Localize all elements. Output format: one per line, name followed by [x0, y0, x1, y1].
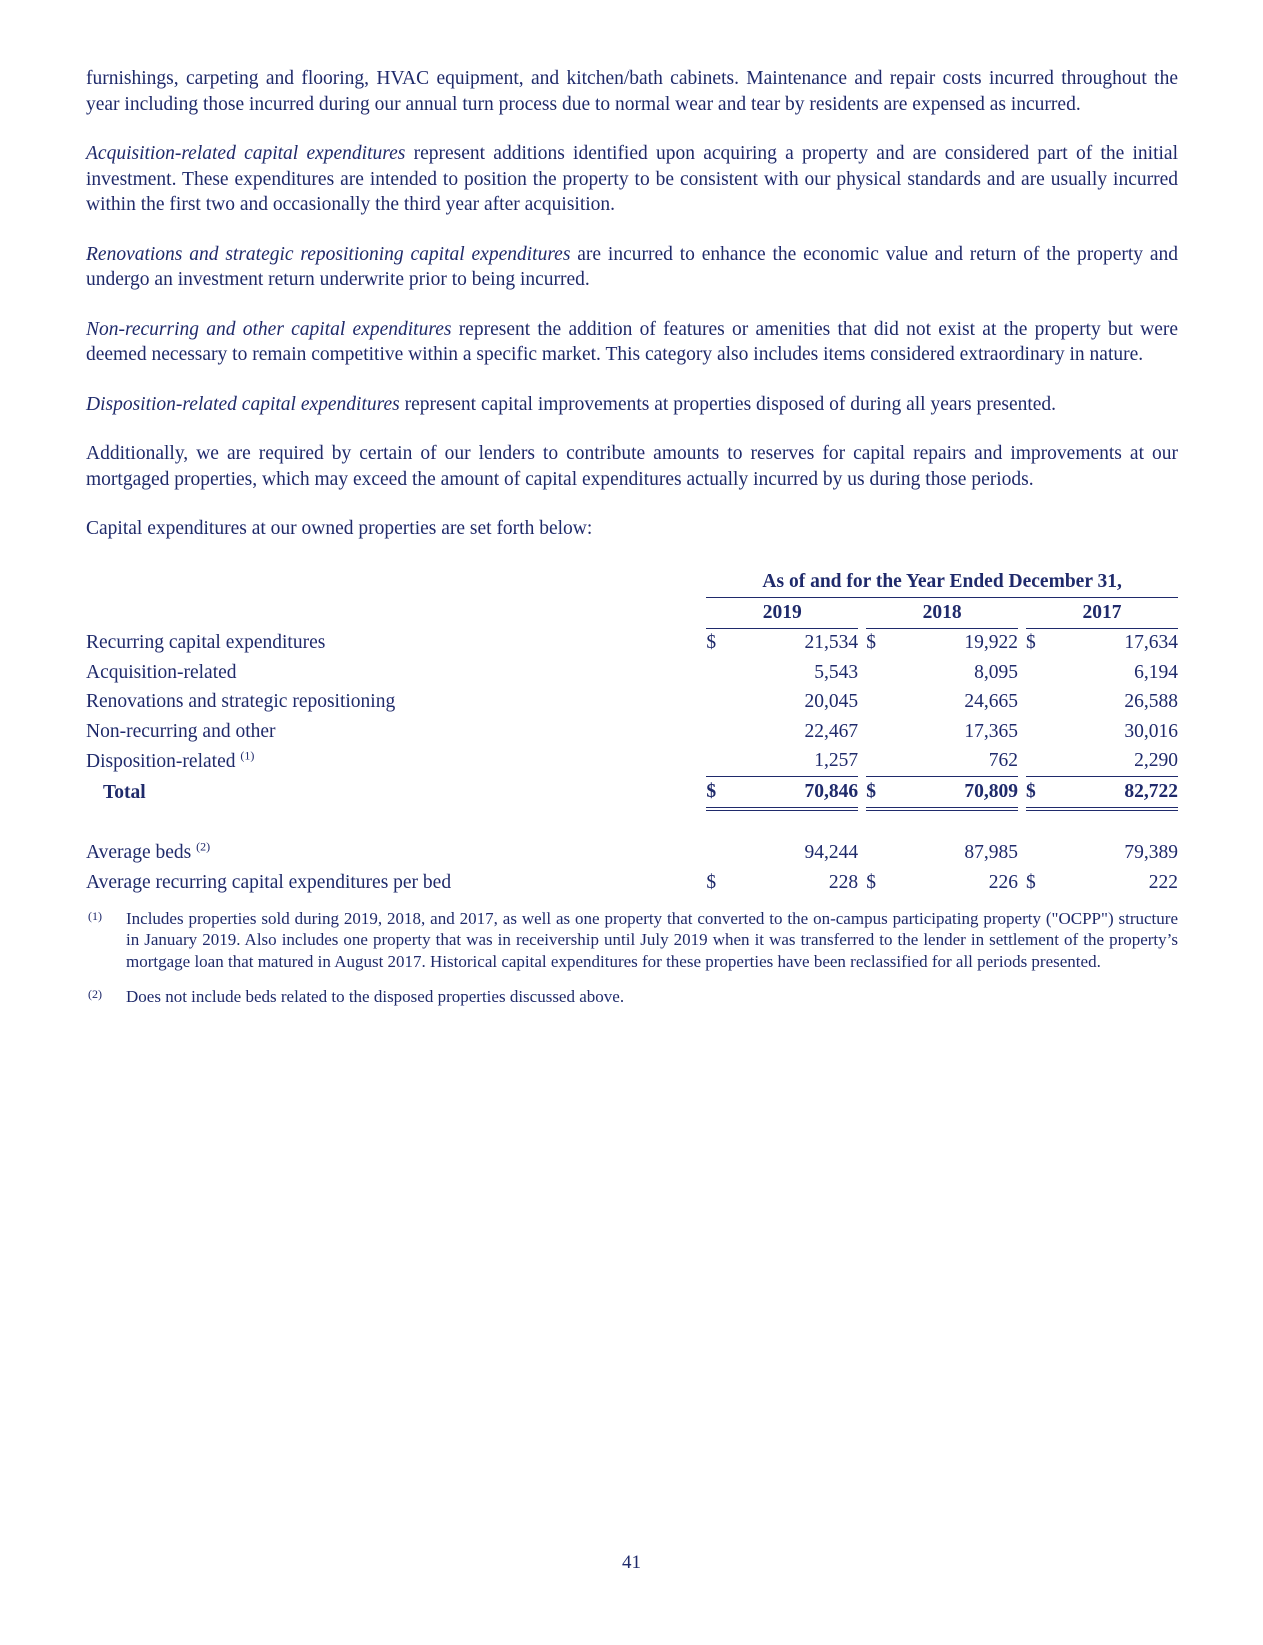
- year-header-2018: 2018: [866, 598, 1018, 629]
- total-value: 82,722: [1056, 777, 1178, 809]
- value-cell: 21,534: [804, 632, 859, 654]
- table-row: [86, 839, 1178, 869]
- value-cell: 79,389: [1124, 842, 1178, 864]
- term-acquisition: Acquisition-related capital expenditures: [86, 143, 406, 164]
- table-total-row: [86, 777, 1178, 809]
- table-header-row: [86, 568, 1178, 598]
- row-label: [86, 839, 706, 869]
- value-cell: 26,588: [1124, 691, 1178, 713]
- currency-symbol: $: [1026, 871, 1036, 893]
- currency-symbol: $: [866, 632, 876, 654]
- value-cell: 8,095: [974, 661, 1018, 683]
- term-nonrecurring: Non-recurring and other capital expenditures: [86, 318, 452, 340]
- footnote-mark: (1): [88, 908, 102, 923]
- table-period-header: As of and for the Year Ended December 31,: [706, 568, 1178, 598]
- text-nonrecurring: represent the addition of features or amenities that did not exist at the property but were deemed necessary to remain competitive within a specific market. This category also includes items considered extraordinary in nature.: [86, 318, 1179, 365]
- value-cell: 228: [828, 871, 859, 893]
- page-number: 41: [622, 1552, 641, 1573]
- table-row: [86, 868, 1178, 898]
- currency-symbol: $: [706, 871, 717, 893]
- total-value: 70,846: [737, 777, 858, 809]
- table-row: [86, 628, 1178, 658]
- currency-symbol: $: [706, 777, 736, 809]
- currency-symbol: $: [1026, 632, 1036, 654]
- currency-symbol: $: [866, 777, 896, 809]
- paragraph-lenders: Additionally, we are required by certain of our lenders to contribute amounts to reserves for capital repairs and improvements at our mortgaged properties, which may exceed the amount of capital expenditures actually incurred by us during those periods.: [86, 443, 1178, 490]
- text-disposition: represent capital improvements at properties disposed of during all years presented.: [399, 393, 1057, 415]
- value-cell: 30,016: [1124, 720, 1178, 742]
- year-header-2017: 2017: [1026, 598, 1178, 629]
- row-label: [86, 747, 706, 777]
- value-cell: 222: [1148, 871, 1178, 893]
- row-label: Recurring capital expenditures: [86, 632, 326, 653]
- term-renovations: Renovations and strategic repositioning capital expenditures: [86, 243, 571, 265]
- value-cell: 87,985: [964, 842, 1018, 864]
- year-header-2019: 2019: [706, 598, 858, 629]
- paragraph-renovations: [86, 242, 1178, 293]
- value-cell: 22,467: [804, 720, 859, 742]
- value-cell: 17,634: [1124, 632, 1178, 654]
- text-acquisition: represent additions identified upon acquiring a property and are considered part of the initial investment. These expenditures are intended to position the property to be consistent with our physical standards and are usually incurred within the first two and occasionally the third year after acquisition.: [86, 143, 1178, 215]
- value-cell: 226: [988, 871, 1018, 893]
- footnote-ref: (2): [196, 839, 211, 854]
- table-spacer: [86, 809, 1178, 839]
- table-year-row: [86, 598, 1178, 629]
- value-cell: 94,244: [804, 842, 859, 864]
- footnote-mark: (2): [88, 987, 102, 1001]
- row-label-text: Disposition-related: [86, 750, 236, 772]
- value-cell: 5,543: [814, 661, 859, 683]
- value-cell: 1,257: [814, 750, 859, 772]
- footnote-text: Does not include beds related to the disposed properties discussed above.: [126, 987, 625, 1006]
- currency-symbol: $: [706, 632, 717, 654]
- value-cell: 17,365: [964, 720, 1018, 742]
- value-cell: 2,290: [1134, 750, 1178, 772]
- footnote-text: Includes properties sold during 2019, 2018, and 2017, as well as one property that converted to the on-campus participating property ("OCPP") structure in January 2019. Also includes one property that was in receivership until July 2019 when it was transferred to the lender in settlement of the property’s mortgage loan that matured in August 2017. Historical capital expenditures for these properties have been reclassified for all periods presented.: [126, 908, 1178, 971]
- document-body: [86, 66, 1178, 1022]
- value-cell: 762: [988, 750, 1018, 772]
- term-disposition: Disposition-related capital expenditures: [86, 393, 400, 415]
- value-cell: 19,922: [964, 632, 1018, 654]
- total-label: Total: [103, 781, 146, 803]
- capex-table: [86, 568, 1178, 898]
- table-row: [86, 747, 1178, 777]
- currency-symbol: $: [866, 871, 876, 893]
- paragraph-nonrecurring: [86, 317, 1178, 368]
- footnote: [86, 908, 1178, 973]
- row-label: Average recurring capital expenditures per bed: [86, 871, 452, 893]
- paragraph-maintenance: furnishings, carpeting and flooring, HVAC equipment, and kitchen/bath cabinets. Maintenance and repair costs incurred throughout the year including those incurred during our annual turn process due to normal wear and tear by residents are expensed as incurred.: [86, 68, 1178, 115]
- row-label: Renovations and strategic repositioning: [86, 691, 396, 713]
- row-label-text: Average beds: [86, 842, 192, 864]
- footnote: [86, 986, 1178, 1008]
- table-row: [86, 688, 1178, 718]
- table-row: [86, 658, 1178, 688]
- row-label: Acquisition-related: [86, 661, 237, 683]
- currency-symbol: $: [1026, 777, 1056, 809]
- total-value: 70,809: [897, 777, 1018, 809]
- paragraph-disposition: [86, 392, 1178, 418]
- footnotes: [86, 908, 1178, 1008]
- paragraph-intro-table: Capital expenditures at our owned properties are set forth below:: [86, 518, 593, 539]
- value-cell: 20,045: [804, 691, 859, 713]
- table-row: [86, 717, 1178, 747]
- value-cell: 24,665: [964, 691, 1018, 713]
- paragraph-acquisition: [86, 141, 1178, 218]
- text-renovations: are incurred to enhance the economic value and return of the property and undergo an investment return underwrite prior to being incurred.: [86, 243, 1179, 290]
- value-cell: 6,194: [1134, 661, 1178, 683]
- row-label: Non-recurring and other: [86, 720, 276, 742]
- footnote-ref: (1): [240, 748, 255, 762]
